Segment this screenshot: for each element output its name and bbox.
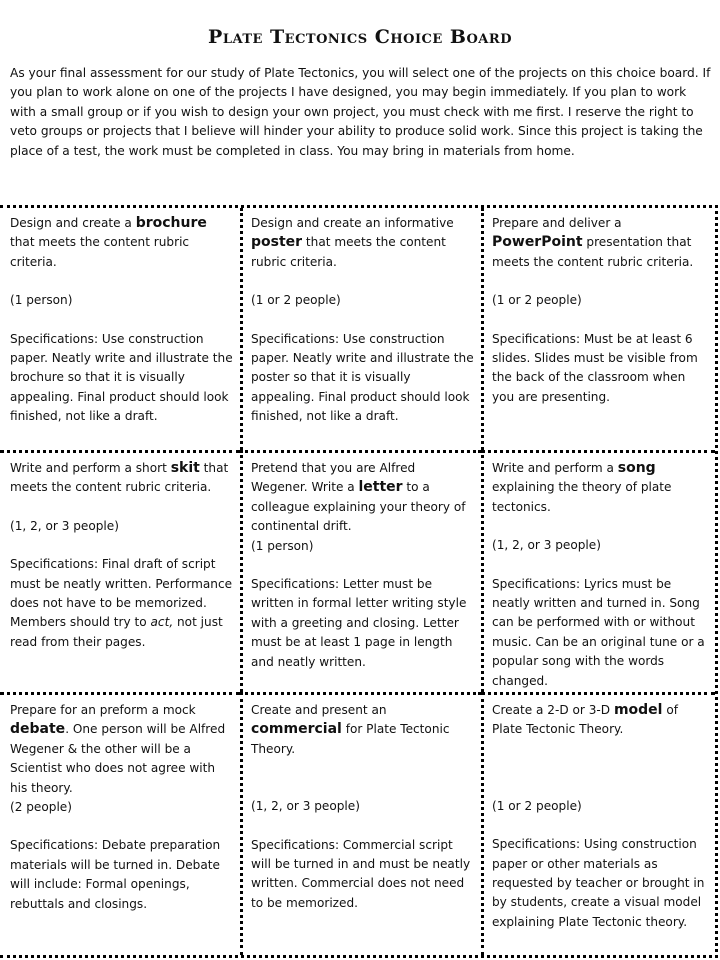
intro-paragraph: As your final assessment for our study of Plate Tectonics, you will select one of the projects on this choice board. If you plan to work alone on one of the projects I have designed, you may begin immediately. If you plan to work with a small group or if you wish to design your own project, you must check with me first. I reserve the right to veto groups or projects that I believe will hinder your ability to produce solid work. Since this project is taking the place of a test, the work must be completed in class. You may bring in materials from home.: [10, 66, 711, 158]
task-text: Write and perform a short: [10, 461, 171, 475]
task-text: of Plate Tectonic Theory.: [492, 703, 678, 737]
task-text: for Plate Tectonic Theory.: [251, 722, 450, 756]
specifications: Specifications: Commercial script will be turned in and must be neatly written. Commercial does not need to be memorized.: [251, 837, 471, 910]
task-text: Design and create a: [10, 216, 136, 230]
task-text: to a colleague explaining your theory of continental drift.: [251, 480, 466, 534]
task-description: [10, 459, 234, 498]
spec-emphasis: act,: [150, 615, 174, 630]
group-size: (1 person): [10, 293, 73, 308]
choice-board-grid: [0, 205, 718, 958]
specifications: Specifications: Use construction paper. Neatly write and illustrate the poster so that it is visually appealing. Final product should look finished, not like a draft.: [251, 331, 474, 424]
group-size: (1 person): [251, 538, 314, 553]
group-size: (1 or 2 people): [492, 798, 582, 813]
task-text: that meets the content rubric criteria.: [10, 235, 190, 269]
task-description: [10, 214, 234, 272]
task-keyword: PowerPoint: [492, 234, 583, 251]
task-description: [492, 214, 709, 272]
task-keyword: commercial: [251, 721, 342, 738]
group-size: (1 or 2 people): [251, 293, 341, 308]
task-text: presentation that meets the content rubric criteria.: [492, 235, 694, 269]
task-keyword: song: [617, 460, 656, 476]
choice-cell-song: [481, 450, 715, 692]
task-description: [492, 459, 709, 517]
task-keyword: skit: [170, 460, 200, 476]
task-text: that meets the content rubric criteria.: [10, 461, 229, 495]
group-size: (1, 2, or 3 people): [10, 518, 119, 533]
task-keyword: brochure: [135, 215, 207, 231]
task-description: [251, 214, 475, 272]
group-size: (1, 2, or 3 people): [251, 799, 360, 814]
task-text: . One person will be Alfred Wegener & the other will be a Scientist who does not agree with his theory.: [10, 722, 226, 795]
specifications: [10, 555, 234, 652]
task-description: [251, 459, 475, 537]
choice-cell-skit: [0, 450, 240, 692]
choice-cell-model: [481, 692, 715, 955]
task-text: explaining the theory of plate tectonics.: [492, 480, 672, 514]
choice-cell-letter: [240, 450, 481, 692]
task-text: Design and create an informative: [251, 216, 454, 230]
choice-cell-debate: [0, 692, 240, 955]
task-text: Pretend that you are Alfred Wegener. Write a: [251, 461, 416, 495]
task-text: Create a 2-D or 3-D: [492, 703, 614, 717]
specifications: Specifications: Debate preparation materials will be turned in. Debate will include: Formal openings, rebuttals and closings.: [10, 838, 221, 911]
group-size: (1, 2, or 3 people): [492, 538, 601, 553]
task-description: [10, 701, 234, 798]
task-text: Create and present an: [251, 703, 387, 717]
task-text: Write and perform a: [492, 461, 618, 475]
choice-cell-commercial: [240, 692, 481, 955]
page-title: Plate Tectonics Choice Board: [208, 26, 512, 48]
spec-text: not just read from their pages.: [10, 615, 223, 649]
specifications: Specifications: Must be at least 6 slides. Slides must be visible from the back of the classroom when you are presenting.: [492, 331, 698, 404]
task-text: Prepare for an preform a mock: [10, 703, 196, 717]
task-keyword: letter: [358, 479, 403, 496]
choice-cell-poster: [240, 208, 481, 450]
task-description: [492, 701, 709, 740]
choice-cell-brochure: [0, 208, 240, 450]
task-text: Prepare and deliver a: [492, 216, 622, 230]
specifications: Specifications: Letter must be written in formal letter writing style with a greeting and closing. Letter must be at least 1 page in length and neatly written.: [251, 577, 467, 669]
specifications: Specifications: Lyrics must be neatly written and turned in. Song can be performed with or without music. Can be an original tune or a popular song with the words changed.: [492, 576, 705, 688]
specifications: Specifications: Using construction paper or other materials as requested by teacher or brought in by students, create a visual model explaining Plate Tectonic theory.: [492, 837, 705, 929]
task-keyword: poster: [251, 234, 303, 251]
task-keyword: model: [613, 702, 663, 718]
choice-cell-powerpoint: [481, 208, 715, 450]
task-keyword: debate: [10, 721, 66, 738]
group-size: (1 or 2 people): [492, 293, 582, 308]
task-description: [251, 701, 475, 759]
group-size: (2 people): [10, 800, 72, 815]
specifications: Specifications: Use construction paper. Neatly write and illustrate the brochure so that it is visually appealing. Final product should look finished, not like a draft.: [10, 331, 233, 424]
task-text: that meets the content rubric criteria.: [251, 235, 446, 269]
spec-text: Specifications: Final draft of script must be neatly written. Performance does not have to be memorized. Members should try to: [10, 557, 233, 630]
